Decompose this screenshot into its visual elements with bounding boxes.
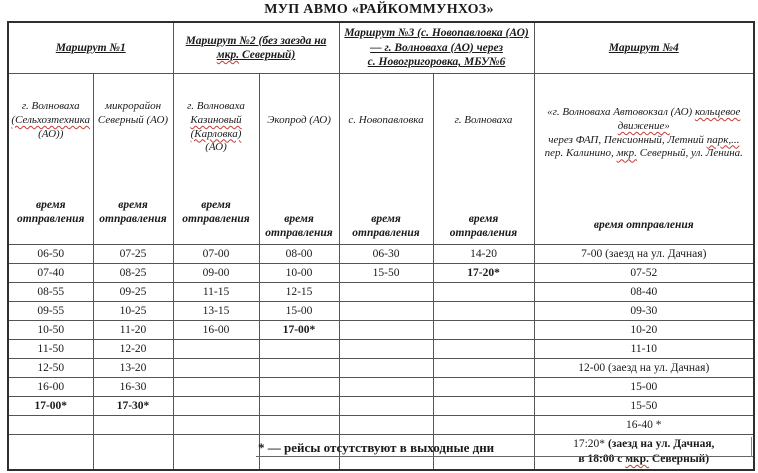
time-cell: 13-15 [173,302,259,321]
time-cell [339,378,433,397]
time-cell: 15-50 [534,397,754,416]
time-cell: 10-00 [259,264,339,283]
time-cell: 12-20 [93,340,173,359]
route-4-title: Маршрут №4 [608,41,679,54]
time-cell [339,397,433,416]
time-cell [8,416,93,435]
time-cell: 07-25 [93,245,173,264]
departure-label: время отправления [99,199,167,226]
time-cell: 07-40 [8,264,93,283]
time-cell: 13-20 [93,359,173,378]
station-cell [173,74,259,245]
station-cell [259,74,339,245]
station-cell [433,74,534,245]
time-cell [339,340,433,359]
time-cell [433,302,534,321]
time-cell: 17-30* [93,397,173,416]
route-header-4 [534,22,754,74]
time-cell: 11-50 [8,340,93,359]
time-cell: 08-00 [259,245,339,264]
time-cell [173,435,259,471]
time-cell: 14-20 [433,245,534,264]
departure-label: время отправления [17,199,85,226]
time-cell: 17-20* [433,264,534,283]
time-cell [173,340,259,359]
station-name: с. Новопавловка [348,114,424,126]
departure-label: время отправления [265,213,333,240]
time-cell: 17:20* (заезд на ул. Дачная, в 18:00 с мкр. Северный) [534,435,754,471]
time-cell: 09-30 [534,302,754,321]
time-cell [259,416,339,435]
station-name: Экопрод (АО) [267,114,331,126]
time-cell: 09-25 [93,283,173,302]
table-row [8,397,754,416]
time-cell: 15-00 [534,378,754,397]
time-cell [339,416,433,435]
time-cell [259,397,339,416]
time-cell: 06-50 [8,245,93,264]
time-cell: 11-10 [534,340,754,359]
table-row [8,264,754,283]
time-cell [339,359,433,378]
time-cell: 17-00* [259,321,339,340]
footnote-underline [256,456,753,457]
time-cell: 09-55 [8,302,93,321]
time-cell: 06-30 [339,245,433,264]
schedule-table [7,21,755,471]
route-header-2: Маршрут №2 (без заезда на мкр. Северный) [173,22,339,74]
station-cell [534,74,754,245]
time-cell [93,435,173,471]
time-cell: 12-00 (заезд на ул. Дачная) [534,359,754,378]
time-cell: 10-25 [93,302,173,321]
departure-label: время отправления [182,199,250,226]
time-cell [339,283,433,302]
time-cell: 16-30 [93,378,173,397]
station-name: г. Волноваха [454,114,513,126]
time-cell: 08-40 [534,283,754,302]
time-cell: 17-00* [8,397,93,416]
time-cell: 16-00 [8,378,93,397]
station-name: г. Волноваха Казиновый (Карловка) (АО) [187,100,245,154]
table-row [8,340,754,359]
time-cell: 10-20 [534,321,754,340]
time-cell: 09-00 [173,264,259,283]
footnote: * — рейсы отсутствуют в выходные дни [258,440,495,455]
time-cell [433,416,534,435]
table-row [8,378,754,397]
time-cell: 07-52 [534,264,754,283]
time-cell: 7-00 (заезд на ул. Дачная) [534,245,754,264]
time-cell: 08-25 [93,264,173,283]
time-cell [433,321,534,340]
time-cell: 11-20 [93,321,173,340]
time-cell [339,302,433,321]
time-cell [259,378,339,397]
time-cell: 07-00 [173,245,259,264]
route-1-title: Маршрут №1 [55,41,126,54]
route-header-row [8,22,754,74]
time-cell: 10-50 [8,321,93,340]
station-cell [339,74,433,245]
time-cell [433,340,534,359]
time-cell: 15-00 [259,302,339,321]
time-cell [173,378,259,397]
time-cell [433,397,534,416]
time-cell [173,416,259,435]
time-cell: 16-40 * [534,416,754,435]
station-cell [93,74,173,245]
table-row [8,416,754,435]
time-cell: 16-00 [173,321,259,340]
time-cell: 12-50 [8,359,93,378]
table-right-border-stub [751,437,752,457]
time-cell [259,340,339,359]
time-cell [259,359,339,378]
table-row [8,245,754,264]
table-row [8,302,754,321]
time-cell [433,283,534,302]
time-cell [8,435,93,471]
page-title: МУП АВМО «РАЙКОММУНХОЗ» [264,2,494,17]
station-name: микрорайон Северный (АО) [97,100,169,126]
time-cell [433,359,534,378]
time-cell: 08-55 [8,283,93,302]
station-cell [8,74,93,245]
route-header-3: Маршрут №3 (с. Новопавловка (АО) — г. Волноваха (АО) через с. Новогригоровка, МБУ№6 [339,22,534,74]
route-header-1 [8,22,173,74]
time-cell: 11-15 [173,283,259,302]
departure-label: время отправления [352,213,420,240]
station-header-row [8,74,754,245]
time-cell [339,321,433,340]
time-cell [433,378,534,397]
time-cell: 15-50 [339,264,433,283]
time-cell [173,397,259,416]
departure-label: время отправления [593,219,694,232]
time-cell: 12-15 [259,283,339,302]
table-row [8,359,754,378]
departure-label: время отправления [449,213,518,240]
table-row [8,321,754,340]
time-cell [173,359,259,378]
station-name: г. Волноваха (Сельхозтехника (АО)) [11,100,91,140]
time-cell [93,416,173,435]
table-row [8,283,754,302]
route-4-description: «г. Волноваха Автовокзал (АО) кольцевое движение» через ФАП, Пенсионный, Летний парк,... пер. Калинино, мкр. Северный, ул. Ленина. [544,106,743,160]
